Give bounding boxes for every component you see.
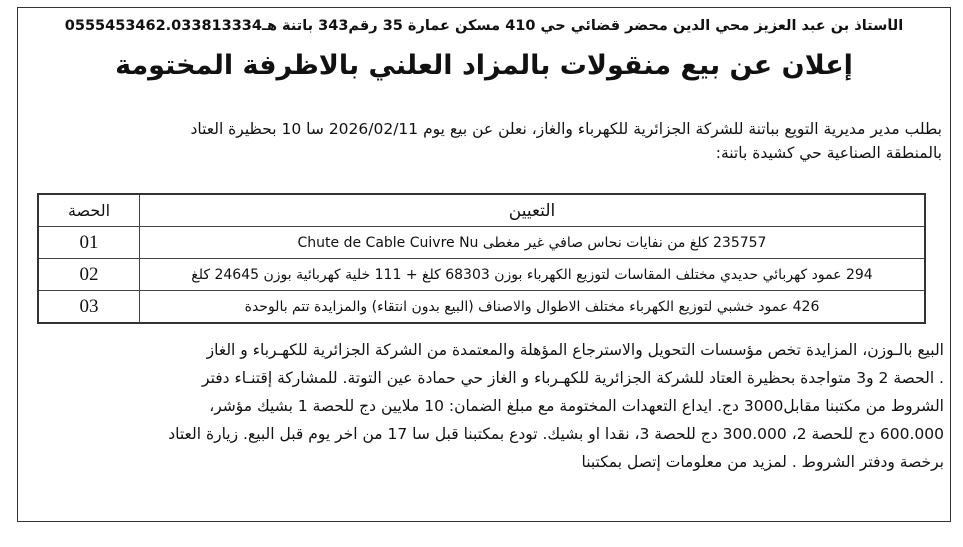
body-line: 600.000 دج للحصة 2، 300.000 دج للحصة 3، نقدا او بشيك. تودع بمكتبنا قبل سا 17 من اخر يوم قبل البيع. زيارة العتاد	[168, 425, 944, 443]
lot-number: 01	[38, 227, 140, 259]
description-header: التعيين	[140, 194, 926, 227]
lot-header: الحصة	[38, 194, 140, 227]
intro-line: بالمنطقة الصناعية حي كشيدة باتنة:	[715, 144, 942, 162]
bailiff-header: الأستاذ بن عبد العزيز محي الدين محضر قضائي حي 410 مسكن عمارة 35 رقم343 باتنة هـ0555453462.033813334	[64, 18, 904, 34]
intro-line: بطلب مدير مديرية التويع بباتنة للشركة الجزائرية للكهرباء والغاز، نعلن عن بيع يوم 2026/02/11 سا 10 بحظيرة العتاد	[190, 120, 942, 138]
lot-number: 03	[38, 291, 140, 324]
table-header-row	[38, 194, 925, 227]
announcement-title: إعلان عن بيع منقولات بالمزاد العلني بالاظرفة المختومة	[115, 50, 853, 81]
lot-description: 235757 كلغ من نفايات نحاس صافي غير مغطى Chute de Cable Cuivre Nu	[140, 227, 926, 259]
table-row	[38, 291, 925, 324]
table-row	[38, 227, 925, 259]
lots-table	[37, 193, 926, 324]
announcement-frame	[17, 7, 951, 522]
lot-number: 02	[38, 259, 140, 291]
body-line: . الحصة 2 و3 متواجدة بحظيرة العتاد للشركة الجزائرية للكهـرباء و الغاز حي حمادة عين التوتة. للمشاركة إقتنـاء دفتر	[202, 369, 944, 387]
lot-description: 294 عمود كهربائي حديدي مختلف المقاسات لتوزيع الكهرباء بوزن 68303 كلغ + 111 خلية كهربائية بوزن 24645 كلغ	[140, 259, 926, 291]
table-row	[38, 259, 925, 291]
lot-description: 426 عمود خشبي لتوزيع الكهرباء مختلف الاطوال والاصناف (البيع بدون انتقاء) والمزايدة تتم بالوحدة	[140, 291, 926, 324]
body-line: برخصة ودفتر الشروط . لمزيد من معلومات إتصل بمكتبنا	[581, 453, 944, 471]
body-line: الشروط من مكتبنا مقابل3000 دج. ايداع التعهدات المختومة مع مبلغ الضمان: 10 ملايين دج للحصة 1 بشيك مؤشر،	[209, 397, 944, 415]
body-line: البيع بالـوزن، المزايدة تخص مؤسسات التحويل والاسترجاع المؤهلة والمعتمدة من الشركة الجزائرية للكهـرباء و الغاز	[206, 341, 944, 359]
